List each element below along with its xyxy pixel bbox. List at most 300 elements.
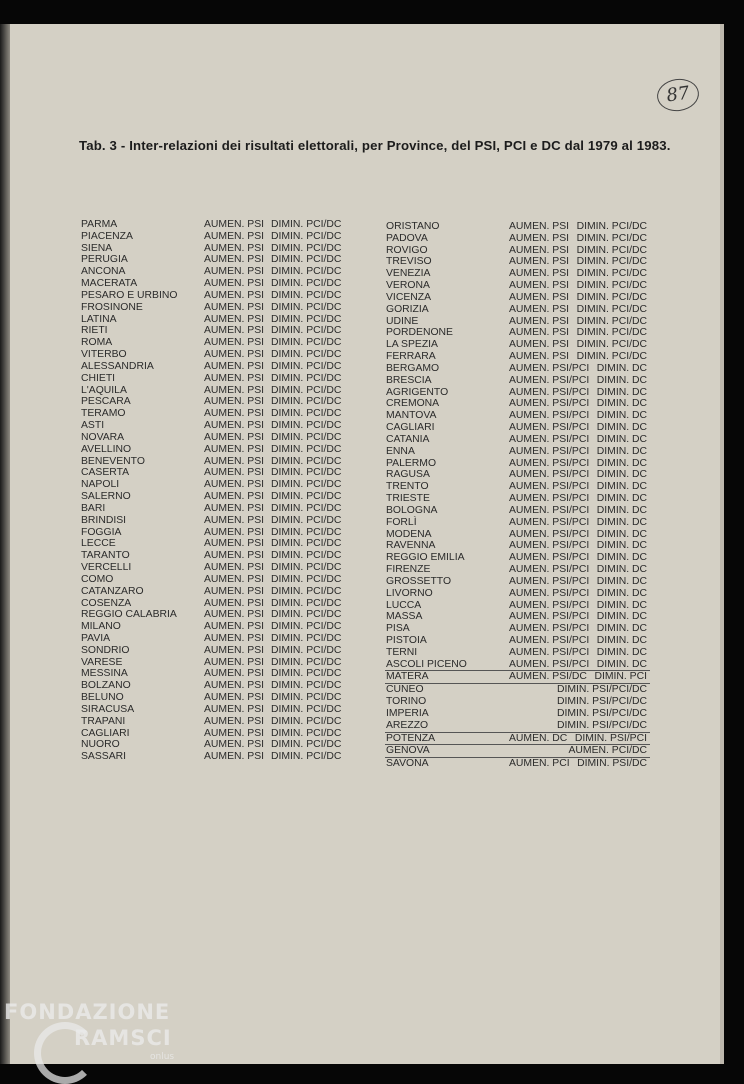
decrease-value: DIMIN. PCI/DC xyxy=(576,315,647,327)
decrease-value: DIMIN. DC xyxy=(596,504,647,516)
table-row xyxy=(81,420,351,432)
table-row xyxy=(385,659,650,671)
province-name: RIETI xyxy=(81,325,108,337)
table-row xyxy=(81,479,351,491)
table-row xyxy=(385,623,650,635)
province-name: FORLÌ xyxy=(386,516,417,528)
province-name: ENNA xyxy=(386,445,415,457)
table-row xyxy=(81,562,351,574)
decrease-value: DIMIN. PCI/DC xyxy=(576,280,647,292)
increase-value: AUMEN. PSI xyxy=(509,232,570,244)
province-name: ASCOLI PICENO xyxy=(386,658,467,670)
increase-value: AUMEN. PSI xyxy=(204,455,265,467)
province-name: BELUNO xyxy=(81,692,124,704)
province-name: RAVENNA xyxy=(386,540,436,552)
province-name: NUORO xyxy=(81,739,120,751)
decrease-value: DIMIN. PSI/PCI/DC xyxy=(556,707,647,719)
table-row xyxy=(385,588,650,600)
decrease-value: DIMIN. DC xyxy=(596,646,647,658)
table-row xyxy=(81,314,351,326)
decrease-value: DIMIN. PCI/DC xyxy=(271,349,342,361)
table-row xyxy=(385,256,650,268)
increase-value: AUMEN. PSI xyxy=(204,242,265,254)
decrease-value: DIMIN. PCI/DC xyxy=(271,550,342,562)
increase-value: AUMEN. PSI xyxy=(509,351,570,363)
decrease-value: DIMIN. PSI/PCI/DC xyxy=(556,684,647,696)
table-row xyxy=(385,375,650,387)
province-name: SAVONA xyxy=(386,758,429,770)
province-name: LUCCA xyxy=(386,599,422,611)
table-title: Tab. 3 - Inter-relazioni dei risultati elettorali, per Province, del PSI, PCI e DC dal 1979 al 1983. xyxy=(79,138,671,153)
decrease-value: DIMIN. PCI/DC xyxy=(271,680,342,692)
table-row xyxy=(385,552,650,564)
increase-value: AUMEN. PSI/PCI xyxy=(509,433,590,445)
increase-value: AUMEN. PSI/PCI xyxy=(509,587,590,599)
province-name: NOVARA xyxy=(81,431,125,443)
table-row xyxy=(385,398,650,410)
province-name: GENOVA xyxy=(386,745,430,757)
table-row xyxy=(385,422,650,434)
decrease-value: DIMIN. PCI/DC xyxy=(271,502,342,514)
decrease-value: DIMIN. DC xyxy=(596,516,647,528)
increase-value: AUMEN. PSI xyxy=(204,656,265,668)
table-row xyxy=(385,458,650,470)
decrease-value: DIMIN. DC xyxy=(596,564,647,576)
province-name: ANCONA xyxy=(81,266,126,278)
decrease-value: DIMIN. PCI/DC xyxy=(271,384,342,396)
province-name: TRAPANI xyxy=(81,715,126,727)
increase-value: AUMEN. PSI xyxy=(509,280,570,292)
table-row xyxy=(81,692,351,704)
decrease-value: DIMIN. PCI/DC xyxy=(271,230,342,242)
increase-value: AUMEN. PSI xyxy=(204,254,265,266)
table-row xyxy=(81,586,351,598)
decrease-value: DIMIN. DC xyxy=(596,587,647,599)
increase-value: AUMEN. PSI xyxy=(204,349,265,361)
decrease-value: DIMIN. DC xyxy=(596,374,647,386)
province-name: VARESE xyxy=(81,656,123,668)
province-name: CASERTA xyxy=(81,467,130,479)
decrease-value: DIMIN. PCI/DC xyxy=(271,656,342,668)
table-row xyxy=(385,505,650,517)
decrease-value: DIMIN. PCI/DC xyxy=(271,408,342,420)
decrease-value: DIMIN. PCI/DC xyxy=(271,360,342,372)
province-name: MANTOVA xyxy=(386,410,437,422)
decrease-value: DIMIN. PCI/DC xyxy=(271,597,342,609)
page-binding-edge xyxy=(0,24,10,1064)
decrease-value: DIMIN. PCI/DC xyxy=(271,715,342,727)
increase-value: AUMEN. PSI xyxy=(204,739,265,751)
province-name: CATANZARO xyxy=(81,585,144,597)
increase-value: AUMEN. PSI xyxy=(204,384,265,396)
province-name: SIRACUSA xyxy=(81,703,135,715)
province-name: TERNI xyxy=(386,646,418,658)
increase-value: AUMEN. PSI xyxy=(204,502,265,514)
increase-value: AUMEN. PSI/PCI xyxy=(509,469,590,481)
decrease-value: DIMIN. PCI/DC xyxy=(271,644,342,656)
decrease-value: DIMIN. PCI/DC xyxy=(271,491,342,503)
decrease-value: DIMIN. DC xyxy=(596,623,647,635)
decrease-value: DIMIN. PCI/DC xyxy=(271,242,342,254)
increase-value: AUMEN. PSI/PCI xyxy=(509,575,590,587)
table-row xyxy=(81,491,351,503)
decrease-value: DIMIN. PCI/DC xyxy=(271,289,342,301)
increase-value: AUMEN. PSI xyxy=(204,609,265,621)
increase-value: AUMEN. PSI xyxy=(204,479,265,491)
table-row xyxy=(385,635,650,647)
province-name: SONDRIO xyxy=(81,644,130,656)
decrease-value: DIMIN. PCI/DC xyxy=(271,538,342,550)
province-name: TORINO xyxy=(386,696,427,708)
page-right-edge xyxy=(720,24,724,1064)
province-name: UDINE xyxy=(386,315,419,327)
decrease-value: DIMIN. DC xyxy=(596,410,647,422)
increase-value: AUMEN. PSI/PCI xyxy=(509,362,590,374)
increase-value: AUMEN. PSI/DC xyxy=(509,671,587,683)
province-name: LATINA xyxy=(81,313,117,325)
province-name: SIENA xyxy=(81,242,113,254)
decrease-value: DIMIN. DC xyxy=(596,422,647,434)
increase-value: AUMEN. PSI/PCI xyxy=(509,410,590,422)
table-row xyxy=(81,657,351,669)
table-row xyxy=(81,349,351,361)
decrease-value: DIMIN. DC xyxy=(596,575,647,587)
table-row xyxy=(385,744,650,757)
province-name: BOLOGNA xyxy=(386,504,438,516)
increase-value: AUMEN. PSI xyxy=(204,727,265,739)
table-row xyxy=(81,598,351,610)
table-row xyxy=(81,633,351,645)
province-name: CATANIA xyxy=(386,433,430,445)
table-row xyxy=(385,327,650,339)
decrease-value: DIMIN. PCI/DC xyxy=(271,751,342,763)
province-name: PESARO E URBINO xyxy=(81,289,178,301)
province-name: TRIESTE xyxy=(386,493,430,505)
province-name: ORISTANO xyxy=(386,221,440,232)
table-row xyxy=(385,469,650,481)
table-row xyxy=(81,550,351,562)
province-name: BRINDISI xyxy=(81,514,127,526)
province-name: AREZZO xyxy=(386,719,429,731)
decrease-value: DIMIN. PCI/DC xyxy=(271,443,342,455)
province-name: AGRIGENTO xyxy=(386,386,449,398)
decrease-value: DIMIN. DC xyxy=(596,386,647,398)
increase-value: AUMEN. PSI/PCI xyxy=(509,398,590,410)
decrease-value: DIMIN. PSI/DC xyxy=(577,758,647,770)
province-name: FERRARA xyxy=(386,351,436,363)
increase-value: AUMEN. PSI xyxy=(509,256,570,268)
decrease-value: DIMIN. PCI/DC xyxy=(271,632,342,644)
decrease-value: DIMIN. PCI/DC xyxy=(271,266,342,278)
province-name: PIACENZA xyxy=(81,230,133,242)
table-row xyxy=(385,696,650,708)
table-row xyxy=(81,432,351,444)
increase-value: AUMEN. PSI xyxy=(204,692,265,704)
province-name: LIVORNO xyxy=(386,587,433,599)
table-row xyxy=(81,704,351,716)
increase-value: AUMEN. PSI/PCI xyxy=(509,504,590,516)
province-name: REGGIO EMILIA xyxy=(386,552,465,564)
decrease-value: DIMIN. PCI/DC xyxy=(271,396,342,408)
table-row xyxy=(81,408,351,420)
province-name: TERAMO xyxy=(81,408,126,420)
increase-value: AUMEN. PSI xyxy=(204,360,265,372)
decrease-value: DIMIN. PCI/DC xyxy=(576,256,647,268)
table-row xyxy=(385,720,650,732)
increase-value: AUMEN. PSI xyxy=(204,431,265,443)
increase-value: AUMEN. PSI xyxy=(204,751,265,763)
table-row xyxy=(81,538,351,550)
increase-value: AUMEN. PSI xyxy=(204,703,265,715)
table-row xyxy=(81,231,351,243)
province-name: PISTOIA xyxy=(386,634,427,646)
decrease-value: DIMIN. DC xyxy=(596,599,647,611)
table-row xyxy=(385,493,650,505)
province-name: PADOVA xyxy=(386,232,428,244)
increase-value: AUMEN. PSI xyxy=(204,526,265,538)
table-row xyxy=(81,467,351,479)
decrease-value: DIMIN. PCI xyxy=(594,671,647,683)
province-name: COSENZA xyxy=(81,597,132,609)
increase-value: AUMEN. PSI xyxy=(204,585,265,597)
left-province-column xyxy=(81,219,351,763)
increase-value: AUMEN. PSI xyxy=(204,230,265,242)
province-name: ROVIGO xyxy=(386,244,428,256)
table-row xyxy=(81,503,351,515)
table-row xyxy=(385,564,650,576)
increase-value: AUMEN. PSI/PCI xyxy=(509,634,590,646)
province-name: VERCELLI xyxy=(81,562,132,574)
table-row xyxy=(81,290,351,302)
decrease-value: DIMIN. PCI/DC xyxy=(271,455,342,467)
decrease-value: DIMIN. PCI/DC xyxy=(576,327,647,339)
increase-value: AUMEN. PSI xyxy=(509,339,570,351)
increase-value: AUMEN. PSI xyxy=(204,562,265,574)
table-row xyxy=(81,621,351,633)
increase-value: AUMEN. PSI/PCI xyxy=(509,623,590,635)
table-row xyxy=(385,387,650,399)
decrease-value: DIMIN. PCI/DC xyxy=(271,278,342,290)
province-name: L'AQUILA xyxy=(81,384,127,396)
table-row xyxy=(385,517,650,529)
table-row xyxy=(81,716,351,728)
decrease-value: DIMIN. PSI/PCI/DC xyxy=(556,719,647,731)
decrease-value: DIMIN. DC xyxy=(596,658,647,670)
increase-value: AUMEN. PCI xyxy=(509,758,570,770)
province-name: BOLZANO xyxy=(81,680,131,692)
decrease-value: DIMIN. PCI/DC xyxy=(271,692,342,704)
province-name: BARI xyxy=(81,502,106,514)
province-name: MILANO xyxy=(81,621,121,633)
decrease-value: DIMIN. PCI/DC xyxy=(271,431,342,443)
decrease-value: DIMIN. PCI/DC xyxy=(576,221,647,232)
table-row xyxy=(81,574,351,586)
increase-value: AUMEN. PSI xyxy=(204,278,265,290)
province-name: ALESSANDRIA xyxy=(81,360,154,372)
decrease-value: DIMIN. PSI/PCI/DC xyxy=(556,696,647,708)
table-row xyxy=(385,280,650,292)
increase-value: AUMEN. PSI xyxy=(204,538,265,550)
increase-value: AUMEN. PSI/PCI xyxy=(509,611,590,623)
increase-value: AUMEN. PSI/PCI xyxy=(509,374,590,386)
table-row xyxy=(81,302,351,314)
decrease-value: DIMIN. PCI/DC xyxy=(271,479,342,491)
decrease-value: DIMIN. PCI/DC xyxy=(576,244,647,256)
province-name: PALERMO xyxy=(386,457,437,469)
province-name: MACERATA xyxy=(81,278,138,290)
province-name: TRENTO xyxy=(386,481,429,493)
province-name: NAPOLI xyxy=(81,479,120,491)
table-row xyxy=(385,304,650,316)
province-name: VERONA xyxy=(386,280,430,292)
decrease-value: DIMIN. PCI/DC xyxy=(271,585,342,597)
right-province-column xyxy=(385,221,650,770)
table-row xyxy=(81,751,351,763)
decrease-value: DIMIN. DC xyxy=(596,362,647,374)
table-row xyxy=(81,645,351,657)
decrease-value: DIMIN. PCI/DC xyxy=(271,739,342,751)
decrease-value: DIMIN. PCI/DC xyxy=(576,232,647,244)
increase-value: AUMEN. PSI/PCI xyxy=(509,386,590,398)
increase-value: AUMEN. PSI/PCI xyxy=(509,658,590,670)
increase-value: AUMEN. PSI/PCI xyxy=(509,552,590,564)
decrease-value: DIMIN. DC xyxy=(596,528,647,540)
increase-value: AUMEN. PSI xyxy=(204,219,265,230)
decrease-value: DIMIN. PCI/DC xyxy=(271,301,342,313)
decrease-value: DIMIN. DC xyxy=(596,540,647,552)
increase-value: AUMEN. PSI xyxy=(204,325,265,337)
decrease-value: DIMIN. PCI/DC xyxy=(576,339,647,351)
province-name: TARANTO xyxy=(81,550,130,562)
handwritten-page-number: 87 xyxy=(655,76,701,114)
increase-value: AUMEN. PSI/PCI xyxy=(509,422,590,434)
increase-value: AUMEN. PSI xyxy=(204,266,265,278)
decrease-value: DIMIN. DC xyxy=(596,445,647,457)
increase-value: AUMEN. PSI xyxy=(204,337,265,349)
province-name: RAGUSA xyxy=(386,469,430,481)
table-row xyxy=(81,739,351,751)
table-row xyxy=(385,529,650,541)
table-row xyxy=(385,339,650,351)
decrease-value: DIMIN. PCI/DC xyxy=(576,268,647,280)
province-name: SASSARI xyxy=(81,751,127,763)
table-row xyxy=(385,708,650,720)
table-row xyxy=(81,609,351,621)
province-name: CHIETI xyxy=(81,372,116,384)
increase-value: AUMEN. PSI/PCI xyxy=(509,564,590,576)
province-name: CAGLIARI xyxy=(81,727,130,739)
province-name: FIRENZE xyxy=(386,564,431,576)
increase-value: AUMEN. PSI xyxy=(204,396,265,408)
table-row xyxy=(385,670,650,683)
table-row xyxy=(81,680,351,692)
decrease-value: DIMIN. PCI/DC xyxy=(271,313,342,325)
decrease-value: DIMIN. PCI/DC xyxy=(271,514,342,526)
table-row xyxy=(385,481,650,493)
increase-value: AUMEN. PSI/PCI xyxy=(509,457,590,469)
province-name: TREVISO xyxy=(386,256,432,268)
province-name: MESSINA xyxy=(81,668,128,680)
increase-value: AUMEN. PSI/PCI xyxy=(509,516,590,528)
province-name: MATERA xyxy=(386,671,429,683)
decrease-value: DIMIN. PCI/DC xyxy=(576,351,647,363)
table-row xyxy=(385,647,650,659)
increase-value: AUMEN. PSI/PCI xyxy=(509,646,590,658)
decrease-value: DIMIN. DC xyxy=(596,433,647,445)
decrease-value: DIMIN. PCI/DC xyxy=(271,526,342,538)
province-name: GORIZIA xyxy=(386,303,429,315)
table-row xyxy=(385,233,650,245)
province-name: PESCARA xyxy=(81,396,131,408)
table-row xyxy=(81,728,351,740)
table-row xyxy=(385,732,650,745)
increase-value: AUMEN. DC xyxy=(509,732,568,744)
increase-value: AUMEN. PSI/PCI xyxy=(509,528,590,540)
table-row xyxy=(81,219,351,231)
increase-value: AUMEN. PSI/PCI xyxy=(509,481,590,493)
decrease-value: DIMIN. PCI/DC xyxy=(271,621,342,633)
decrease-value: DIMIN. PCI/DC xyxy=(271,337,342,349)
table-row xyxy=(81,668,351,680)
decrease-value: DIMIN. PCI/DC xyxy=(271,668,342,680)
increase-value: AUMEN. PSI xyxy=(204,514,265,526)
province-name: PISA xyxy=(386,623,410,635)
province-name: ROMA xyxy=(81,337,113,349)
table-row xyxy=(385,410,650,422)
increase-value: AUMEN. PSI xyxy=(204,289,265,301)
increase-value: AUMEN. PSI xyxy=(204,491,265,503)
province-name: MODENA xyxy=(386,528,432,540)
decrease-value: DIMIN. DC xyxy=(596,634,647,646)
increase-value: AUMEN. PSI xyxy=(204,597,265,609)
table-row xyxy=(385,316,650,328)
increase-value: AUMEN. PSI xyxy=(204,443,265,455)
increase-value: AUMEN. PSI xyxy=(204,301,265,313)
table-row xyxy=(385,292,650,304)
table-row xyxy=(385,363,650,375)
table-row xyxy=(385,351,650,363)
increase-value: AUMEN. PSI/PCI xyxy=(509,599,590,611)
decrease-value: DIMIN. PCI/DC xyxy=(271,562,342,574)
decrease-value: DIMIN. PCI/DC xyxy=(576,291,647,303)
table-row xyxy=(385,434,650,446)
decrease-value: DIMIN. PCI/DC xyxy=(271,467,342,479)
increase-value: AUMEN. PSI xyxy=(204,573,265,585)
province-name: REGGIO CALABRIA xyxy=(81,609,177,621)
table-row xyxy=(385,757,650,770)
table-row xyxy=(81,243,351,255)
increase-value: AUMEN. PSI xyxy=(204,420,265,432)
fondazione-gramsci-watermark xyxy=(4,1000,175,1062)
decrease-value: DIMIN. PCI/DC xyxy=(271,254,342,266)
table-row xyxy=(81,444,351,456)
increase-value: AUMEN. PSI xyxy=(509,303,570,315)
increase-value: AUMEN. PSI xyxy=(204,372,265,384)
increase-value: AUMEN. PSI xyxy=(204,467,265,479)
decrease-value: DIMIN. PCI/DC xyxy=(271,219,342,230)
table-row xyxy=(81,515,351,527)
increase-value: AUMEN. PSI xyxy=(204,680,265,692)
table-row xyxy=(81,373,351,385)
decrease-value: DIMIN. PCI/DC xyxy=(271,609,342,621)
increase-value: AUMEN. PSI xyxy=(509,291,570,303)
table-row xyxy=(81,361,351,373)
table-row xyxy=(81,266,351,278)
province-name: SALERNO xyxy=(81,491,131,503)
province-name: LECCE xyxy=(81,538,116,550)
table-row xyxy=(81,527,351,539)
increase-value: AUMEN. PSI/PCI xyxy=(509,493,590,505)
